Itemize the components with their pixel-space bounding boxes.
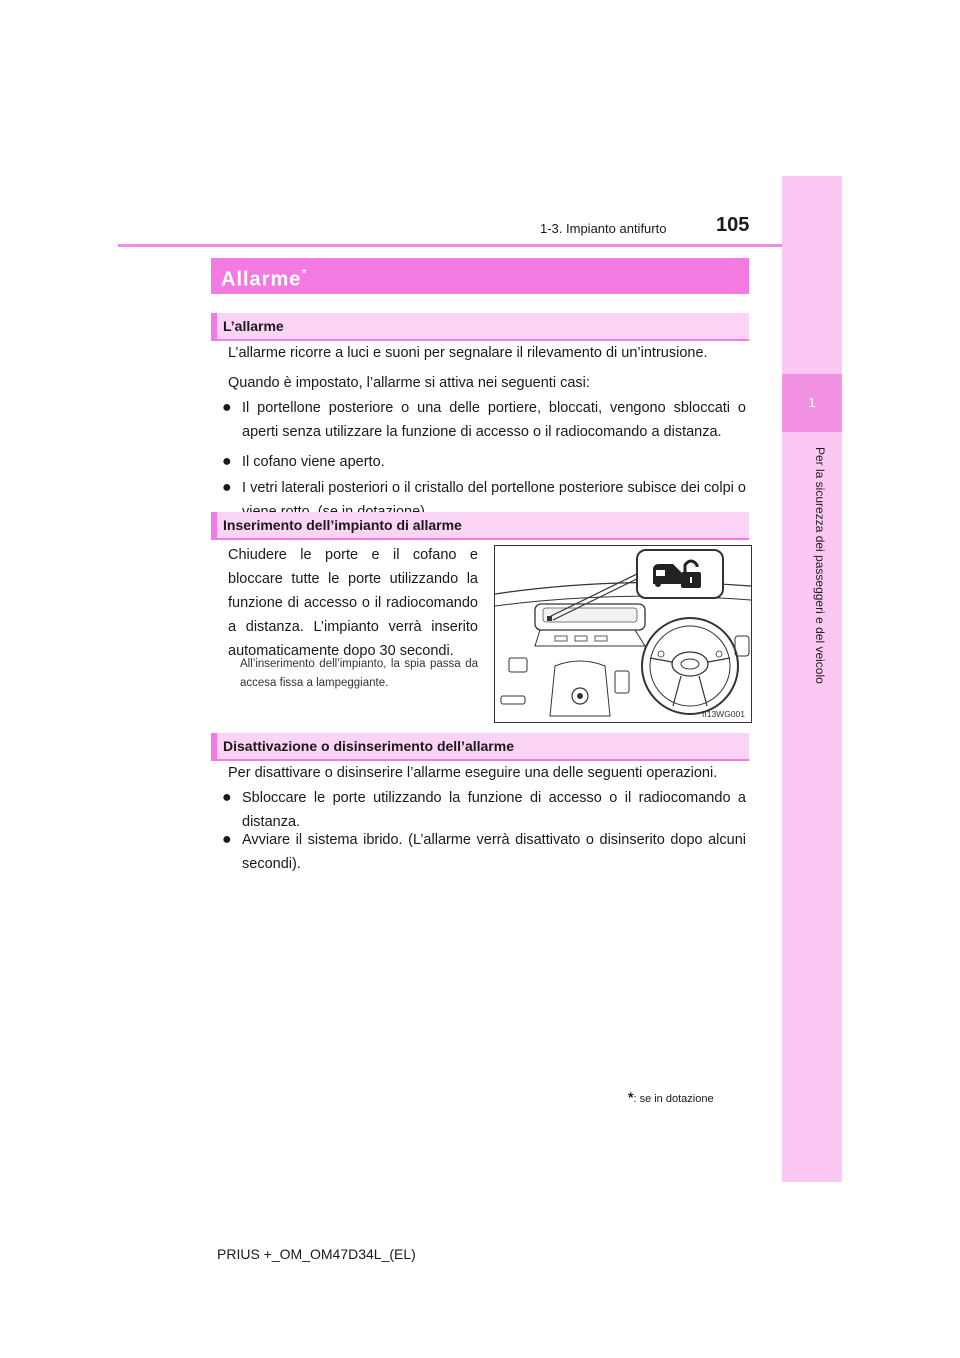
section3-intro: Per disattivare o disinserire l’allarme eseguire una delle seguenti operazioni.: [228, 765, 718, 781]
chapter-title: Per la sicurezza dei passeggeri e del veicolo: [813, 447, 827, 684]
list-item: [222, 786, 746, 834]
section1-lead: Quando è impostato, l’allarme si attiva nei seguenti casi:: [228, 375, 590, 391]
section-heading-inserimento: [211, 512, 749, 540]
list-item: [222, 396, 746, 444]
document-code: PRIUS +_OM_OM47D34L_(EL): [217, 1246, 416, 1262]
list-item-text: Sbloccare le porte utilizzando la funzione di accesso o il radiocomando a distanza.: [242, 790, 746, 830]
header-rule: [118, 244, 842, 247]
list-item-text: Il portellone posteriore o una delle portiere, bloccati, vengono sbloccati o aperti senza utilizzare la funzione di accesso o il radiocomando a distanza.: [242, 400, 746, 440]
bullet-icon: ●: [222, 453, 232, 470]
bullet-icon: ●: [222, 399, 232, 416]
bullet-icon: ●: [222, 831, 232, 848]
bullet-icon: ●: [222, 479, 232, 496]
list-item: [222, 828, 746, 876]
section1-intro: L’allarme ricorre a luci e suoni per segnalare il rilevamento di un’intrusione.: [228, 345, 708, 361]
section-heading-text: Inserimento dell’impianto di allarme: [223, 517, 462, 533]
section2-body: Chiudere le porte e il cofano e bloccare tutte le porte utilizzando la funzione di accesso o il radiocomando a distanza. L’impianto verrà inserito automaticamente dopo 30 secondi.: [228, 547, 478, 659]
bullet-icon: ●: [222, 789, 232, 806]
dashboard-illustration: [494, 545, 752, 723]
list-item-text: I vetri laterali posteriori o il cristallo del portellone posteriore subisce dei colpi o: [242, 480, 746, 496]
section-heading-disattivazione: [211, 733, 749, 761]
footnote-marker: *: [628, 1089, 634, 1105]
page-title-text: Allarme: [221, 268, 302, 291]
footnote-text: : se in dotazione: [633, 1093, 714, 1105]
section-heading-allarme: [211, 313, 749, 341]
list-item-text: Il cofano viene aperto.: [242, 454, 385, 470]
section2-note: All’inserimento dell’impianto, la spia passa da accesa fissa a lampeggiante.: [240, 658, 478, 689]
page-title: [221, 265, 308, 292]
section-reference: 1-3. Impianto antifurto: [540, 221, 667, 236]
page-number: 105: [716, 214, 750, 236]
illustration-code: II13WG001: [702, 709, 745, 719]
list-item: [222, 450, 746, 474]
list-item-text: Avviare il sistema ibrido. (L’allarme verrà disattivato o disinserito dopo alcuni secondi).: [242, 832, 746, 872]
chapter-number: 1: [782, 374, 842, 432]
section-heading-text: Disattivazione o disinserimento dell’allarme: [223, 738, 514, 754]
dashboard-drawing: [495, 546, 751, 722]
section-heading-text: L’allarme: [223, 318, 284, 334]
title-marker: *: [301, 265, 308, 281]
footnote: [628, 1089, 714, 1105]
